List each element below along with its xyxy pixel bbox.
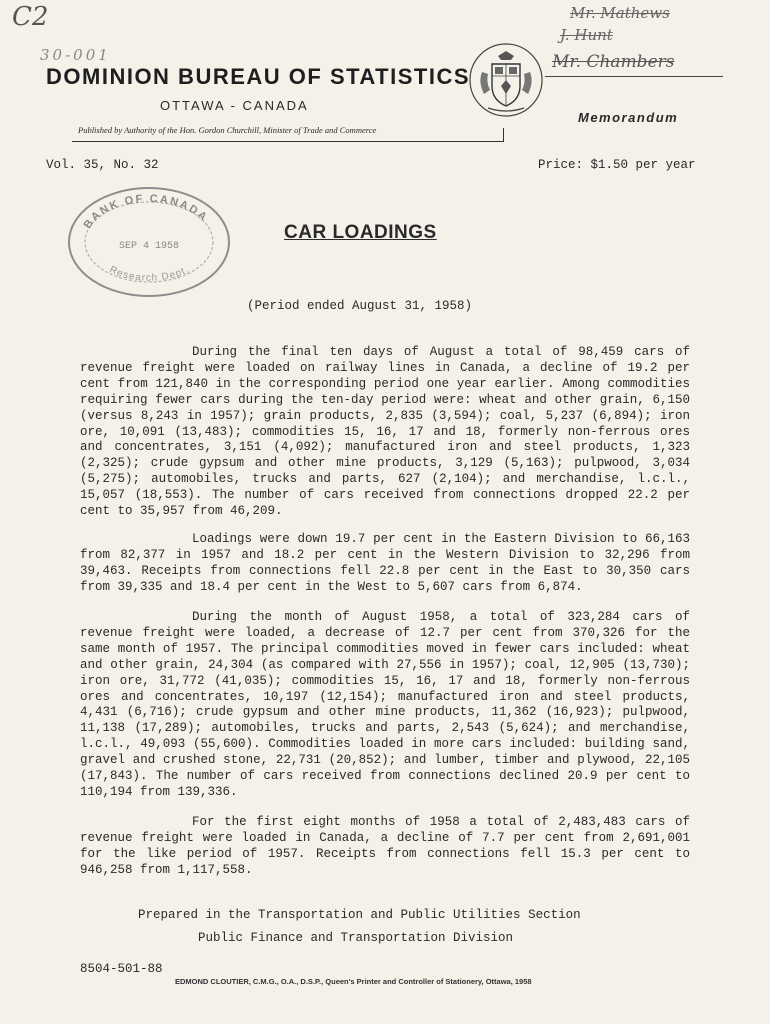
received-stamp [64,184,234,300]
routing-rule [545,76,723,77]
stamp-top-text: BANK OF CANADA [81,192,211,232]
paragraph-divisions [80,532,690,596]
catalogue-code: 8504-501-88 [80,962,163,976]
memorandum-label: Memorandum [578,110,679,125]
paragraph-monthly-loadings [80,610,690,801]
paragraph-text: During the final ten days of August a total of 98,459 cars of revenue freight were loaded on railway lines in Canada, a decline of 19.2 per cent from 121,840 in the corresponding period one year earlier. Among commodities requiring fewer cars during the ten-day period were: wheat and other grain, 6,150 (versus 8,243 in 1957); grain products, 2,835 (3,594); coal, 5,237 (6,894); iron ore, 10,091 (13,483); commodities 15, 16, 17 and 18, formerly non-ferrous ores and concentrates, 3,151 (4,092); manufactured iron and steel products, 1,323 (2,325); crude gypsum and other mine products, 3,129 (5,163); pulpwood, 3,034 (5,275); automobiles, trucks and parts, 627 (2,104); and merchandise, l.c.l., 15,057 (18,553). The number of cars received from connections dropped 22.2 per cent to 35,957 from 46,209. [80,345,690,519]
handwritten-name-1: Mr. Mathews [570,4,670,22]
division-name: Public Finance and Transportation Division [198,931,514,945]
handwritten-name-2: J. Hunt [560,26,613,44]
reporting-period: (Period ended August 31, 1958) [247,299,473,313]
stamp-date: SEP 4 1958 [118,241,180,252]
stamp-bottom-text: Research Dept. [107,264,192,284]
printer-credit: EDMOND CLOUTIER, C.M.G., O.A., D.S.P., Queen's Printer and Controller of Stationery, Ottawa, 1958 [175,977,532,986]
bureau-title: DOMINION BUREAU OF STATISTICS [46,64,471,89]
bureau-location: OTTAWA - CANADA [160,98,309,113]
handwritten-name-3: Mr. Chambers [552,52,675,72]
handwritten-file-number: 30-001 [40,46,111,64]
header-rule-tick [503,128,504,142]
paragraph-text: Loadings were down 19.7 per cent in the Eastern Division to 66,163 from 82,377 in 1957 and 18.2 per cent in the Western Division to 32,296 from 39,463. Receipts from connections fell 22.8 per cent in the East to 30,350 cars from 39,335 and 18.4 per cent in the West to 5,607 cars from 6,874. [80,532,690,594]
handwritten-corner-mark: C2 [12,2,49,32]
paragraph-ten-day-loadings [80,345,690,520]
header-rule [72,141,504,142]
paragraph-year-to-date [80,815,690,879]
prepared-by: Prepared in the Transportation and Public Utilities Section [138,908,581,922]
paragraph-text: During the month of August 1958, a total of 323,284 cars of revenue freight were loaded, a decrease of 12.7 per cent from 370,326 for the same month of 1957. The principal commodities moved in fewer cars included: wheat and other grain, 24,304 (as compared with 27,556 in 1957); coal, 12,905 (13,730); iron ore, 31,772 (41,035); commodities 15, 16, 17 and 18, formerly non-ferrous ores and concentrates, 10,197 (12,154); manufactured iron and steel products, 4,431 (6,716); crude gypsum and other mine products, 11,362 (16,923); pulpwood, 11,138 (17,289); automobiles, trucks and parts, 2,543 (5,624); and merchandise, l.c.l., 49,093 (55,600). Commodities loaded in more cars included: building sand, gravel and crushed stone, 22,731 (20,852); and lumber, timber and plywood, 22,105 (17,843). The number of cars received from connections declined 20.9 per cent to 110,194 from 139,336. [80,610,690,799]
subscription-price: Price: $1.50 per year [538,158,696,172]
document-title: CAR LOADINGS [284,222,437,243]
svg-text:Research Dept. [108,264,191,284]
paragraph-text: For the first eight months of 1958 a total of 2,483,483 cars of revenue freight were loaded in Canada, a decline of 7.7 per cent from 2,691,001 for the like period of 1957. Receipts from connections fell 15.3 per cent to 946,258 from 1,117,558. [80,815,690,877]
volume-number: Vol. 35, No. 32 [46,158,159,172]
publication-authority: Published by Authority of the Hon. Gordon Churchill, Minister of Trade and Commerce [78,125,377,135]
canada-coat-of-arms-icon [468,42,544,118]
